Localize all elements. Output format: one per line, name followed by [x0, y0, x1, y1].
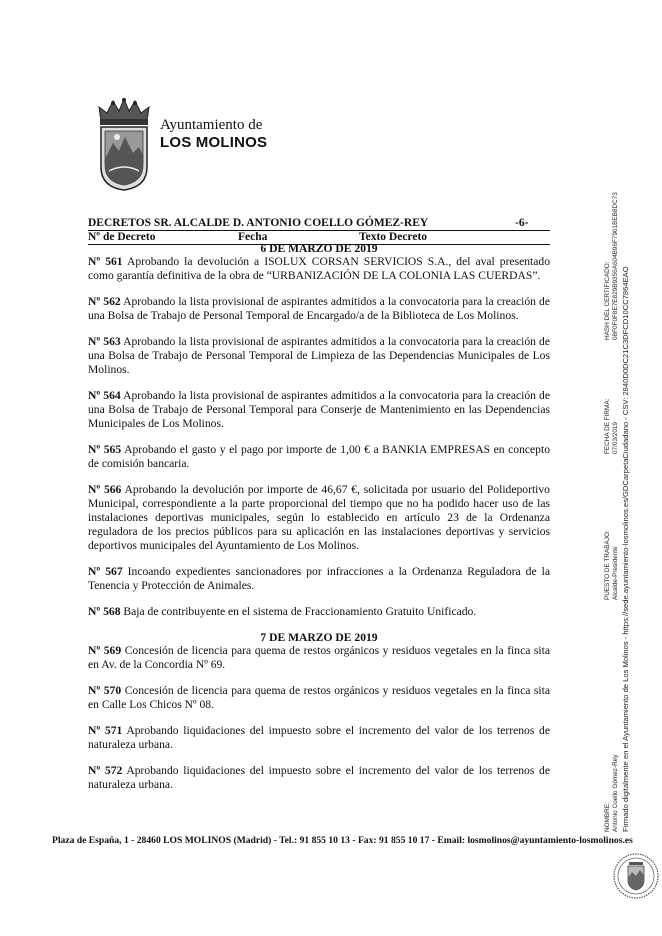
decree-number: Nº 565 — [88, 443, 122, 456]
decree-number: Nº 567 — [88, 565, 123, 578]
column-header-texto: Texto Decreto — [359, 231, 428, 243]
org-name-line2: LOS MOLINOS — [160, 134, 268, 151]
footer-address: Plaza de España, 1 - 28460 LOS MOLINOS (Madrid) - Tel.: 91 855 10 13 - Fax: 91 855 10 17 - Email: losmolinos@ayuntamiento-losmolinos.es — [52, 835, 633, 846]
decree-entry — [88, 644, 550, 672]
decree-entry — [88, 335, 550, 377]
page-number: -6- — [515, 217, 529, 229]
decree-entry — [88, 483, 550, 553]
decrees-title: DECRETOS SR. ALCALDE D. ANTONIO COELLO GÓMEZ-REY — [88, 217, 429, 229]
decree-number: Nº 570 — [88, 684, 122, 697]
decree-text: Aprobando liquidaciones del impuesto sobre el incremento del valor de los terrenos de naturaleza urbana. — [88, 764, 550, 791]
decree-text: Aprobando la lista provisional de aspirantes admitidos a la convocatoria para la creación de una Bolsa de Trabajo de Personal Temporal de Encargado/a de la Biblioteca de Los Molinos. — [88, 295, 550, 322]
puesto-label: PUESTO DE TRABAJO: — [604, 530, 611, 600]
signature-panel — [604, 182, 662, 832]
hash-label: HASH DEL CERTIFICADO: — [604, 261, 611, 340]
firmado-digitalmente-text: Firmado digitalmente en el Ayuntamiento de Los Molinos - https://sede.ayuntamiento-losmolinos.es/GDCarpetaCiudadano - CSV: 2840D0DC21C3DFCD10CC7864EAO — [621, 266, 630, 832]
coat-of-arms-logo — [95, 97, 153, 192]
org-name-line1: Ayuntamiento de — [160, 117, 263, 133]
decree-number: Nº 572 — [88, 764, 123, 777]
decree-entry — [88, 389, 550, 431]
decree-text: Incoando expedientes sancionadores por infracciones a la Ordenanza Reguladora de la Tenencia y Protección de Animales. — [88, 565, 550, 592]
decree-entry — [88, 684, 550, 712]
nombre-label: NOMBRE: — [604, 802, 611, 832]
decree-number: Nº 562 — [88, 295, 121, 308]
decree-text: Baja de contribuyente en el sistema de Fraccionamiento Gratuito Unificado. — [123, 605, 477, 618]
decree-number: Nº 561 — [88, 255, 123, 268]
decree-text: Concesión de licencia para quema de restos orgánicos y residuos vegetales en la finca sita en Calle Los Chicos Nº 08. — [88, 684, 550, 711]
decree-text: Aprobando liquidaciones del impuesto sobre el incremento del valor de los terrenos de naturaleza urbana. — [88, 724, 550, 751]
fecha-value: 07/03/2019 — [612, 422, 619, 454]
org-header — [160, 116, 267, 152]
decree-entry — [88, 565, 550, 593]
decree-entry — [88, 443, 550, 471]
decree-text: Aprobando la lista provisional de aspirantes admitidos a la convocatoria para la creación de una Bolsa de Trabajo de Personal Temporal de Limpieza de las Dependencias Municipales de Los Molinos. — [88, 335, 550, 376]
decree-text: Aprobando el gasto y el pago por importe de 1,00 € a BANKIA EMPRESAS en concepto de comisión bancaria. — [88, 443, 550, 470]
fecha-label: FECHA DE FIRMA: — [604, 398, 611, 454]
nombre-value: Antonio Coello Gómez-Rey — [612, 754, 619, 832]
decree-entry — [88, 295, 550, 323]
decree-number: Nº 569 — [88, 644, 122, 657]
decree-number: Nº 571 — [88, 724, 123, 737]
decree-number: Nº 563 — [88, 335, 121, 348]
hash-value: 08F0F0F8E7E829B9356A604B96F7901BEB8DC73 — [612, 192, 619, 340]
official-seal-icon — [612, 852, 660, 900]
column-header-fecha: Fecha — [238, 231, 268, 243]
decree-text: Aprobando la devolución a ISOLUX CORSAN SERVICIOS S.A., del aval presentado como garantía definitiva de la obra de “URBANIZACIÓN DE LA COLONIA LAS CUERDAS”. — [88, 255, 550, 282]
decree-entry — [88, 764, 550, 792]
decree-entry — [88, 724, 550, 752]
date-heading: 6 DE MARZO DE 2019 — [260, 242, 378, 255]
decree-text: Aprobando la devolución por importe de 46,67 €, solicitada por usuario del Polideportivo Municipal, correspondiente a la parte proporcional del tiempo que no ha podido hacer uso de las instalaciones deportivas municipales, según lo establecido en artículo 23 de la Ordenanza reguladora de los precios públicos para su aplicación en las instalaciones deportivas y servicios deportivos municipales del Ayuntamiento de Los Molinos. — [88, 483, 550, 552]
decree-number: Nº 568 — [88, 605, 121, 618]
decree-number: Nº 564 — [88, 389, 121, 402]
decrees-body — [88, 242, 550, 804]
decrees-header — [88, 217, 550, 245]
decree-entry — [88, 255, 550, 283]
puesto-value: Alcalde-Presidente — [612, 546, 619, 600]
column-header-decreto: Nº de Decreto — [88, 231, 156, 243]
decree-text: Concesión de licencia para quema de restos orgánicos y residuos vegetales en la finca sita en Av. de la Concordia Nº 69. — [88, 644, 550, 671]
date-heading: 7 DE MARZO DE 2019 — [260, 631, 378, 644]
decree-text: Aprobando la lista provisional de aspirantes admitidos a la convocatoria para la creación de una Bolsa de Trabajo de Personal Temporal para Conserje de Mantenimiento en las Dependencias Municipales de Los Molinos. — [88, 389, 550, 430]
decree-entry — [88, 605, 550, 619]
decree-number: Nº 566 — [88, 483, 122, 496]
